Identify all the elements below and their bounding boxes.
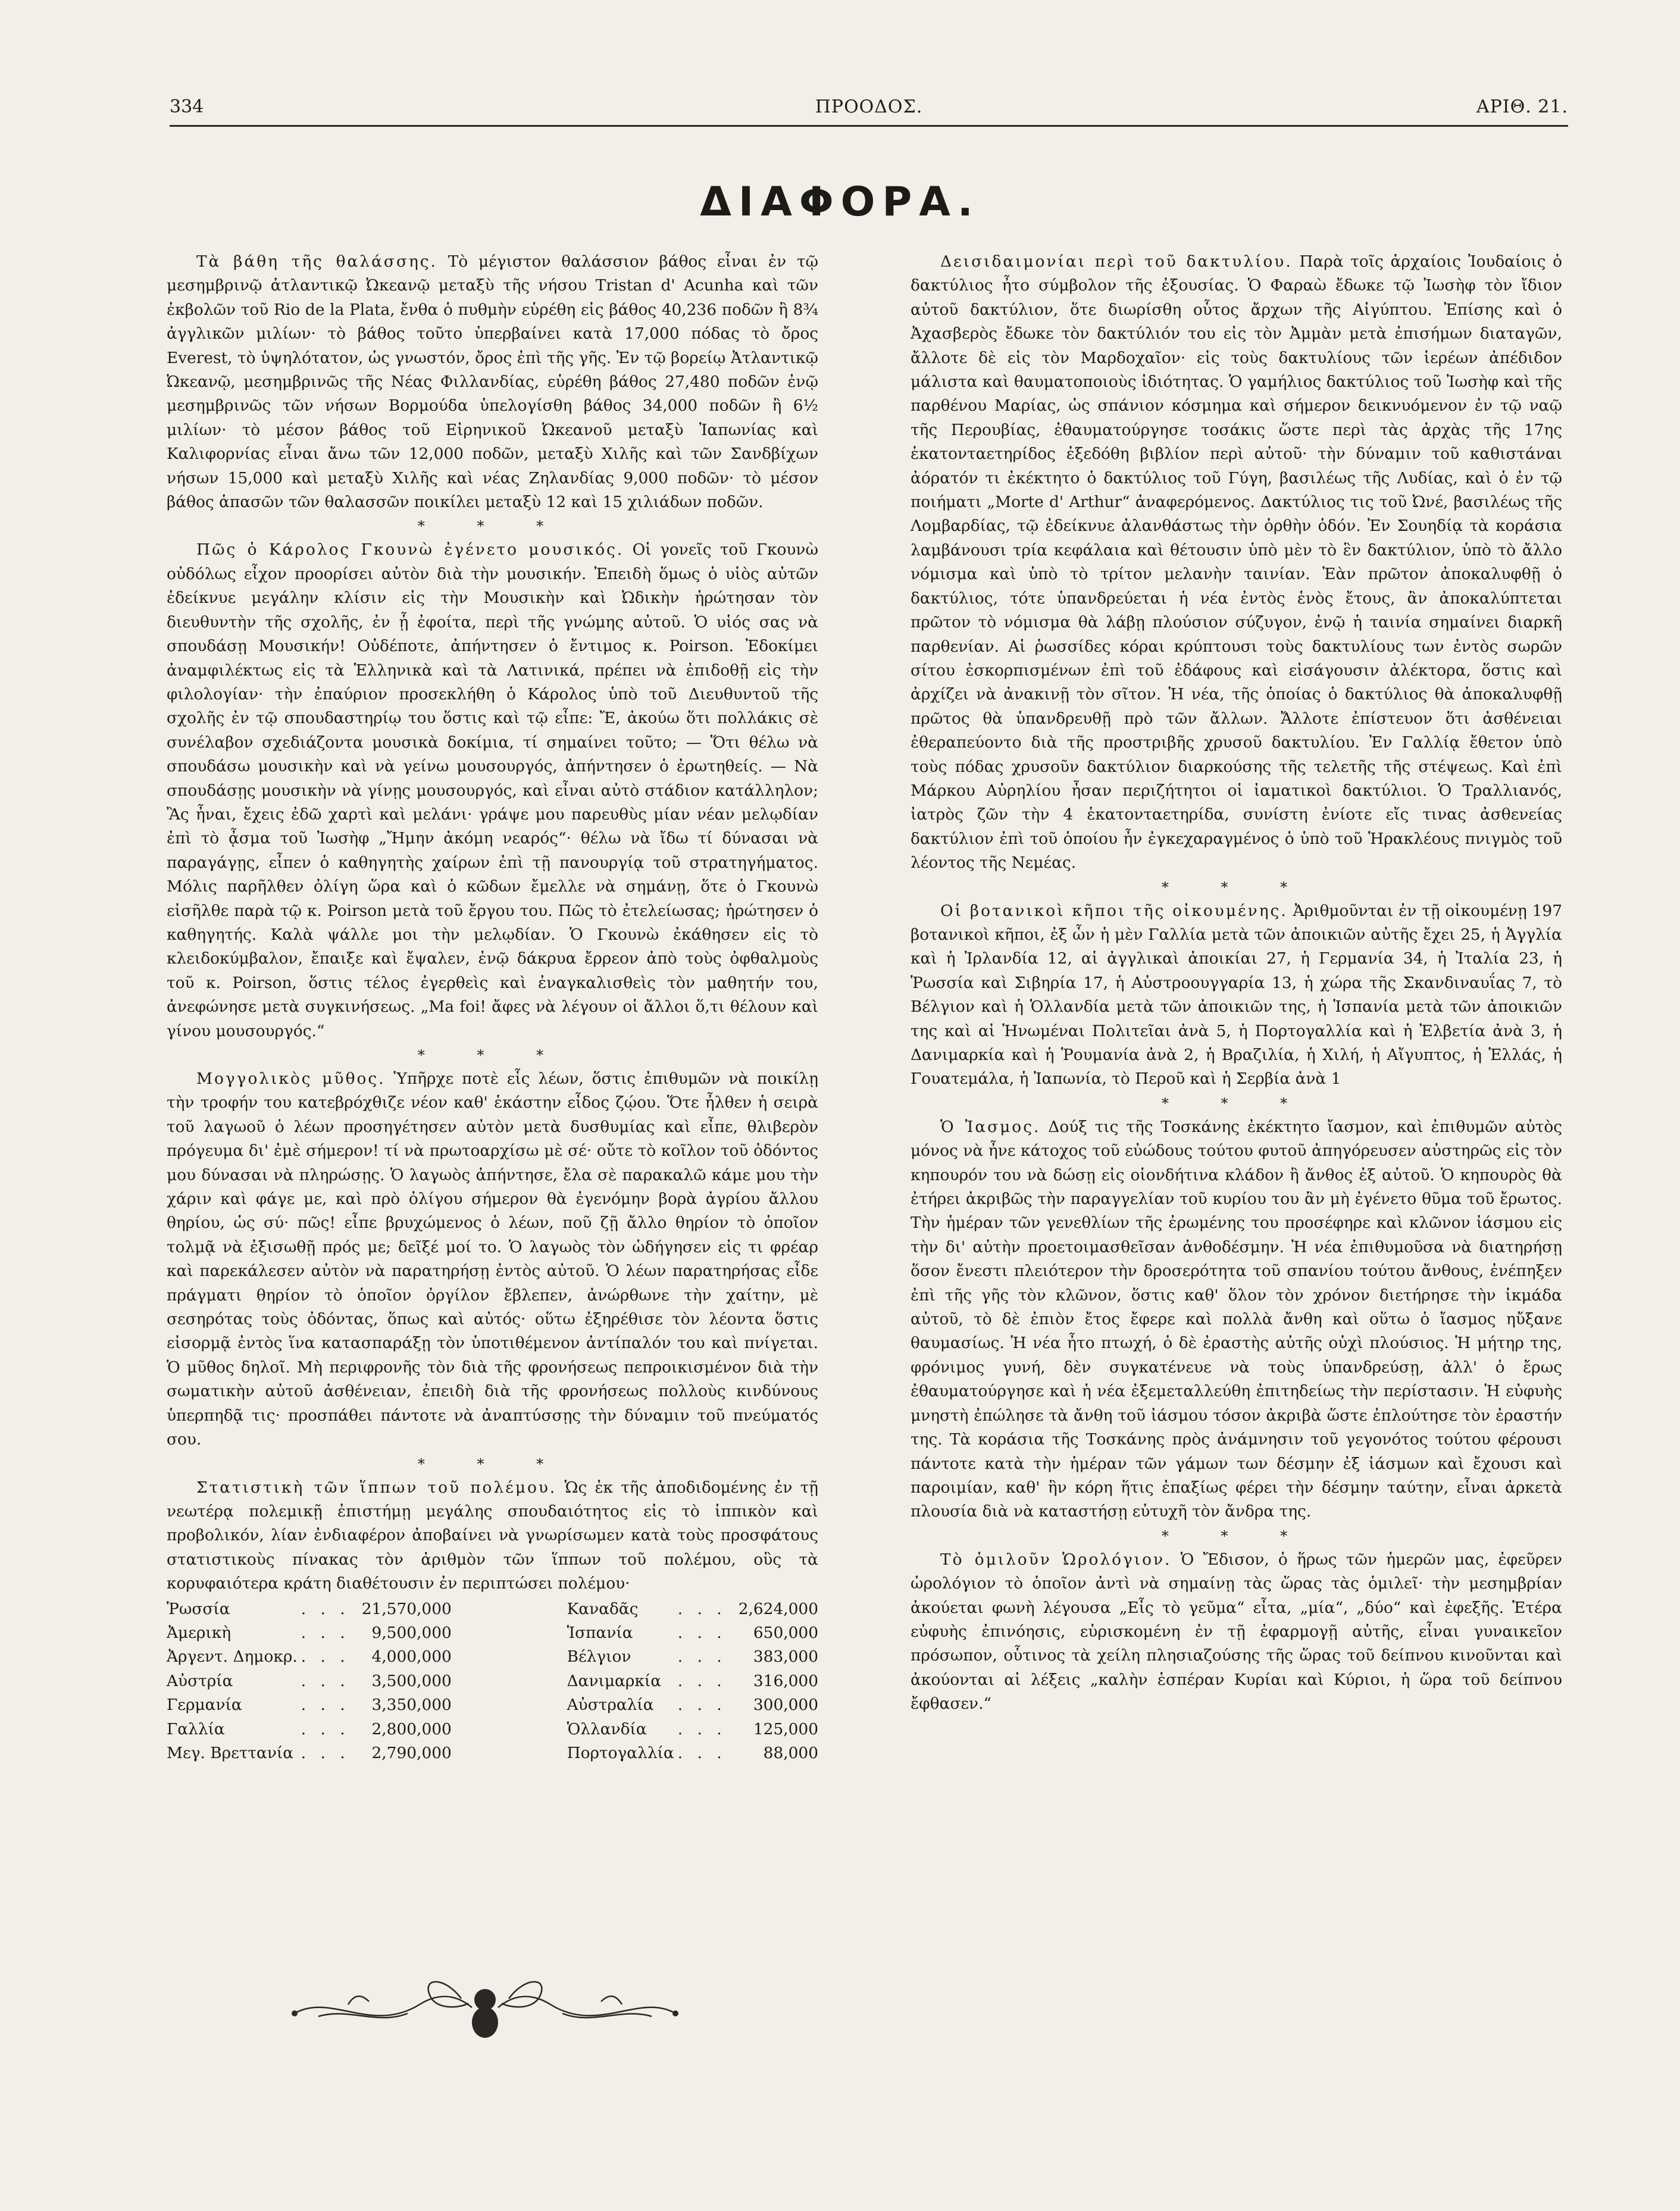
article-jasmine (911, 1115, 1562, 1524)
horse-count: 9,500,000 (371, 1623, 452, 1642)
article-heading: Πῶς ὁ Κάρολος Γκουνὼ ἐγένετο μουσικός. (196, 540, 624, 559)
left-column (167, 250, 818, 1765)
section-title: ΔΙΑΦΟΡΑ. (700, 179, 980, 226)
separator: * * * (417, 1047, 568, 1064)
leader-dots: . . . (677, 1671, 727, 1690)
article-heading: Δεισιδαιμονίαι περὶ τοῦ δακτυλίου. (940, 252, 1293, 271)
article-body: Οἱ γονεῖς τοῦ Γκουνὼ οὐδόλως εἶχον προορίσει αὐτὸν διὰ τὴν μουσικήν. Ἐπειδὴ ὅμως ὁ υἱὸς αὐτῶν ἐδείκνυε μεγάλην κλίσιν εἰς τὴν Μουσικὴν καὶ Ὠδικὴν ἠρώτησαν τὸν διευθυντὴν τῆς σχολῆς, ἐν ᾗ ἐφοίτα, περὶ τῆς γνώμης αὐτοῦ. Ὁ υἱός σας νὰ σπουδάσῃ Μουσικήν! Οὐδέποτε, ἀπήντησεν ὁ ἔντιμος κ. Poirson. Ἐδοκίμει ἀναμφιλέκτως εἰς τὰ Ἑλληνικὰ καὶ τὰ Λατινικά, πρέπει νὰ ἐπιδοθῇ εἰς τὴν φιλολογίαν· τὴν ἐπαύριον προσεκλήθη ὁ Κάρολος ὑπὸ τοῦ Διευθυντοῦ τῆς σχολῆς ἐν τῷ σπουδαστηρίῳ του ὅστις καὶ τῷ εἶπε: Ἔ, ἀκούω ὅτι πολλάκις σὲ συνέλαβον σχεδιάζοντα μουσικὰ δοκίμια, τί σημαίνει τοῦτο; — Ὅτι θέλω νὰ σπουδάσω μουσικὴν καὶ νὰ γείνω μουσουργός, ἀπήντησεν ὁ ἐρωτηθείς. — Νὰ σπουδάσῃς μουσικὴν νὰ γίνῃς μουσουργός, καὶ εἶναι αὐτὸ στάδιον κατάλληλον; Ἂς ἦναι, ἔχεις ἐδῶ χαρτὶ καὶ μελάνι· γράψε μου παρευθὺς μίαν νέαν μελῳδίαν ἐπὶ τὸ ᾆσμα τοῦ Ἰωσὴφ „Ἤμην ἀκόμη νεαρός“· θέλω νὰ ἴδω τί δύνασαι νὰ παραγάγῃς, εἶπεν ὁ καθηγητὴς χαίρων ἐπὶ τῇ πανουργίᾳ τοῦ στρατηγήματος. Μόλις παρῆλθεν ὀλίγη ὥρα καὶ ὁ κῶδων ἔμελλε νὰ σημάνῃ, ὅτε ὁ Γκουνὼ εἰσῆλθε παρὰ τῷ κ. Poirson μετὰ τοῦ ἔργου του. Πῶς τὸ ἐτελείωσας; ἠρώτησεν ὁ καθηγητής. Καλὰ ψάλλε μοι τὴν μελῳδίαν. Ὁ Γκουνὼ ἐκάθησεν εἰς τὸ κλειδοκύμβαλον, ἔπαιξε καὶ ἔψαλεν, ἐνῷ δάκρυα ἔρρεον ἀπὸ τοὺς ὀφθαλμοὺς τοῦ κ. Poirson, ὅστις τέλος ἐγερθεὶς καὶ ἐναγκαλισθεὶς τὸν μαθητήν του, ἀνεφώνησε μετὰ συγκινήσεως. „Ma foi! ἄφες νὰ λέγουν οἱ ἄλλοι ὅ,τι θέλουν καὶ γίνου μουσουργός.“ (167, 540, 818, 1040)
horse-count: 650,000 (753, 1623, 818, 1642)
horse-table-left (167, 1597, 452, 1766)
horse-count: 125,000 (753, 1719, 818, 1738)
article-gardens (911, 899, 1562, 1092)
country-name: Βέλγιον (567, 1647, 631, 1666)
right-column (911, 250, 1562, 1716)
article-heading: Στατιστικὴ τῶν ἵππων τοῦ πολέμου. (196, 1478, 557, 1497)
article-body: Ὡς ἐκ τῆς ἀποδιδομένης ἐν τῇ νεωτέρᾳ πολεμικῇ ἐπιστήμῃ μεγάλης σπουδαιότητος εἰς τὸ ἱππικὸν καὶ προβολικόν, λίαν ἐνδιαφέρον ἀποβαίνει νὰ γνωρίσωμεν κατὰ τοὺς προσφάτους στατιστικοὺς πίνακας τὸν ἀριθμὸν τῶν ἵππων τοῦ πολέμου, οὓς τὰ κορυφαιότερα κράτη διαθέτουσιν ἐν περιπτώσει πολέμου· (167, 1478, 818, 1593)
article-heading: Τὸ ὁμιλοῦν Ὡρολόγιον. (940, 1550, 1172, 1569)
leader-dots: . . . (677, 1719, 727, 1738)
country-name: Ῥωσσία (167, 1599, 230, 1618)
leader-dots: . . . (677, 1743, 727, 1762)
article-body: Ὁ Ἔδισον, ὁ ἥρως τῶν ἡμερῶν μας, ἐφεῦρεν ὡρολόγιον τὸ ὁποῖον ἀντὶ νὰ σημαίνῃ τὰς ὥρας τὰς ὁμιλεῖ· τὴν μεσημβρίαν ἀκούεται φωνὴ λέγουσα „Εἶς τὸ γεῦμα“ εἶτα, „μία“, „δύο“ καὶ ἐφεξῆς. Ἑτέρα εὐφυὴς ἐπινόησις, εὑρισκομένη ἐν τῇ ἐφαρμογῇ αὐτῆς, εἶναι γυναικεῖον πρόσωπον, οὗτινος τὰ χείλη πλησιαζούσης τῆς ὥρας τοῦ δείπνου κινοῦνται καὶ ἀκούονται αἱ λέξεις „καλὴν ἑσπέραν Κυρίαι καὶ Κύριοι, ἡ ὥρα τοῦ δείπνου ἔφθασεν.“ (911, 1550, 1562, 1713)
horse-row (167, 1669, 452, 1693)
article-heading: Οἱ βοτανικοὶ κῆποι τῆς οἰκουμένης. (940, 901, 1288, 920)
country-name: Δανιμαρκία (567, 1671, 662, 1690)
leader-dots: . . . (301, 1599, 350, 1618)
leader-dots: . . . (677, 1696, 727, 1715)
horse-count: 21,570,000 (361, 1599, 452, 1618)
horse-row (167, 1741, 452, 1765)
horse-count: 3,500,000 (371, 1671, 452, 1690)
separator: * * * (1161, 1094, 1312, 1112)
article-body: Ὑπῆρχε ποτὲ εἷς λέων, ὅστις ἐπιθυμῶν νὰ ποικίλῃ τὴν τροφήν του κατεβρόχθιζε νέον καθ' ἑκάστην εἶδος ζῴου. Ὅτε ἦλθεν ἡ σειρὰ τοῦ λαγωοῦ ὁ λέων προσηγέτησεν αὐτὸν μετὰ δυσθυμίας καὶ εἶπε, θλιβερὸν πρόγευμα δι' ἐμὲ σήμερον! τί νὰ πρωτοαρχίσω μὲ σέ· οὔτε τὸ κοῖλον τοῦ ὀδόντος μου δύνασαι νὰ πληρώσῃς. Ὁ λαγωὸς ἀπήντησε, ἔλα σὲ παρακαλῶ κάμε μου τὴν χάριν καὶ φάγε με, καὶ πρὸ ὀλίγου σήμερον θὰ ἐγενόμην βορὰ ἀγρίου ἄλλου θηρίου, ὡς σύ· πῶς! εἶπε βρυχώμενος ὁ λέων, ποῦ ζῇ ἄλλο θηρίον τὸ ὁποῖον τολμᾷ νὰ ἐξισωθῇ πρός με; δεῖξέ μοί το. Ὁ λαγωὸς τὸν ὡδήγησεν εἰς τι φρέαρ καὶ παρεκάλεσεν αὐτὸν νὰ παρατηρήσῃ ἐντὸς αὐτοῦ. Ὁ λέων παρατηρήσας εἶδε πράγματι θηρίον τὸ ὁποῖον ὀργίλον ἔβλεπεν, ἀνώρθωνε τὴν χαίτην, μὲ σεσηρότας τοὺς ὀδόντας, ὅπως καὶ αὐτός· οὕτω ἐξηρέθισε τὸν λέοντα ὅστις εἰσορμᾷ ἐντὸς ἵνα κατασπαράξῃ τὸν ὑποτιθέμενον ἀντίπαλόν του καὶ πνίγεται. Ὁ μῦθος δηλοῖ. Μὴ περιφρονῆς τὸν διὰ τῆς φρονήσεως πεπροικισμένον διὰ τὴν σωματικὴν αὐτοῦ ἀσθένειαν, ἐπειδὴ διὰ τῆς φρονήσεως πολλοὺς κινδύνους ὑπερπηδᾷ τις· προσπάθει πάντοτε νὰ ἀναπτύσσῃς τὴν δύναμιν τοῦ πνεύματός σου. (167, 1069, 818, 1449)
article-myth (167, 1067, 818, 1452)
country-name: Ἀμερικὴ (167, 1623, 231, 1642)
separator: * * * (417, 518, 568, 535)
horse-row (567, 1669, 818, 1693)
country-name: Ἀργεντ. Δημοκρ. (167, 1647, 298, 1666)
separator: * * * (1161, 878, 1312, 896)
article-clock (911, 1548, 1562, 1716)
article-heading: Ὁ Ἰασμος. (940, 1117, 1041, 1136)
leader-dots: . . . (301, 1743, 350, 1762)
country-name: Μεγ. Βρεττανία (167, 1743, 294, 1762)
country-name: Γερμανία (167, 1696, 242, 1715)
horse-row (167, 1597, 452, 1621)
horse-row (167, 1621, 452, 1645)
horse-row (567, 1693, 818, 1717)
country-name: Πορτογαλλία (567, 1743, 674, 1762)
article-depths (167, 250, 818, 514)
leader-dots: . . . (677, 1647, 727, 1666)
leader-dots: . . . (301, 1623, 350, 1642)
country-name: Γαλλία (167, 1719, 225, 1738)
article-body: Τὸ μέγιστον θαλάσσιον βάθος εἶναι ἐν τῷ μεσημβρινῷ ἀτλαντικῷ Ὠκεανῷ μεταξὺ τῆς νήσου Tristan d' Acunha καὶ τῶν ἐκβολῶν τοῦ Rio de la Plata, ἔνθα ὁ πυθμὴν εὑρέθη εἰς βάθος 40,236 ποδῶν ἢ 8¾ ἀγγλικῶν μιλίων· τὸ βάθος τοῦτο ὑπερβαίνει κατὰ 17,000 πόδας τὸ ὄρος Everest, τὸ ὑψηλότατον, ὡς γνωστόν, ὄρος ἐπὶ τῆς γῆς. Ἐν τῷ βορείῳ Ἀτλαντικῷ Ὠκεανῷ, μεσημβρινῶς τῆς Νέας Φιλλανδίας, εὑρέθη βάθος 27,480 ποδῶν ἐνῷ μεσημβρινῶς τῶν νήσων Βορμούδα ὑπελογίσθη βάθος 34,000 ποδῶν ἢ 6½ μιλίων· τὸ μέσον βάθος τοῦ Εἰρηνικοῦ Ὠκεανοῦ μεταξὺ Ἰαπωνίας καὶ Καλιφορνίας εἶναι ἄνω τῶν 12,000 ποδῶν, μεταξὺ Χιλῆς καὶ τῶν Σανδβίχων νήσων 15,000 καὶ μεταξὺ Χιλῆς καὶ νέας Ζηλανδίας 9,000 ποδῶν· τὸ μέσον βάθος ἁπασῶν τῶν θαλασσῶν ποικίλει μεταξὺ 12 καὶ 15 χιλιάδων ποδῶν. (167, 252, 819, 512)
horse-row (567, 1741, 818, 1765)
cherub-ornament-icon (283, 1957, 687, 2046)
country-name: Ὁλλανδία (567, 1719, 647, 1738)
horse-row (567, 1718, 818, 1741)
horse-statistics (167, 1597, 818, 1766)
country-name: Αὐστρία (167, 1671, 233, 1690)
horse-count: 4,000,000 (371, 1647, 452, 1666)
leader-dots: . . . (301, 1671, 350, 1690)
horse-count: 316,000 (753, 1671, 818, 1690)
article-horses (167, 1476, 818, 1596)
horse-row (167, 1693, 452, 1717)
horse-row (567, 1621, 818, 1645)
journal-title: ΠΡΟΟΔΟΣ. (815, 96, 923, 117)
separator: * * * (417, 1455, 568, 1472)
header-rule (170, 125, 1568, 127)
horse-count: 383,000 (753, 1647, 818, 1666)
country-name: Ἱσπανία (567, 1623, 633, 1642)
article-body: Παρὰ τοῖς ἀρχαίοις Ἰουδαίοις ὁ δακτύλιος ἦτο σύμβολον τῆς ἐξουσίας. Ὁ Φαραὼ ἔδωκε τῷ Ἰωσὴφ τὸν ἴδιον αὐτοῦ δακτύλιον, ὅτε διωρίσθη οὗτος ἄρχων τῆς Αἰγύπτου. Ἐπίσης καὶ ὁ Ἀχασβερὸς ἔδωκε τὸν δακτύλιόν του εἰς τὸν Ἀμμὰν μετὰ ἐπισήμων διαταγῶν, ἄλλοτε δὲ εἰς τὸν Μαρδοχαῖον· εἰς τοὺς δακτυλίους τῶν ἱερέων ἀπέδιδον μάλιστα καὶ θαυματοποιοὺς ἰδιότητας. Ὁ γαμήλιος δακτύλιος τοῦ Ἰωσὴφ καὶ τῆς παρθένου Μαρίας, ὡς σπάνιον κόσμημα καὶ σήμερον δεικνυόμενον ἐν τῷ ναῷ τῆς Περουβίας, ἐθαυματούργησε τοσάκις ὥστε περὶ τὰς ἀρχὰς τῆς 17ης ἑκατονταετηρίδος ἐξεδόθη βιβλίον περὶ αὐτοῦ· τὴν δύναμιν τοῦ καθιστάναι ἀόρατόν τι ἐκέκτητο ὁ δακτύλιος τοῦ Γύγη, βασιλέως τῆς Λυδίας, καὶ ὁ ἐν τῷ ποιήματι „Morte d' Arthur“ ἀναφερόμενος. Δακτύλιος τις τοῦ Ὠνέ, βασιλέως τῆς Λομβαρδίας, τῷ ἐδείκνυε ἀλανθάστως τὴν ὀρθὴν ὁδόν. Ἐν Σουηδίᾳ τὰ κοράσια λαμβάνουσι τρία κεφάλαια καὶ θέτουσιν ὑπὸ μὲν τὸ ἓν δακτύλιον, ὑπὸ τὸ ἄλλο νόμισμα καὶ ὑπὸ τὸ τρίτον μελανὴν ταινίαν. Ἐὰν πρῶτον ἀποκαλυφθῇ ὁ δακτύλιος, τότε ὑπανδρεύεται ἡ νέα ἐντὸς ἑνὸς ἔτους, ἂν ἀποκαλύπτεται πρῶτον τὸ νόμισμα θὰ λάβῃ πλούσιον σύζυγον, ἐνῷ ἡ ταινία σημαίνει διαρκῆ παρθενίαν. Αἱ ῥωσσίδες κόραι κρύπτουσι τοὺς δακτυλίους των ἐντὸς σωρῶν σίτου ἐσκορπισμένων ἐπὶ τοῦ ἐδάφους καὶ εἰσάγουσιν ἀλέκτορα, ὅστις καὶ ἀρχίζει νὰ ἀνακινῇ τὸν σῖτον. Ἡ νέα, τῆς ὁποίας ὁ δακτύλιος θὰ ἀποκαλυφθῇ πρῶτος θὰ ὑπανδρευθῇ πρὸ τῶν ἄλλων. Ἄλλοτε ἐπίστευον ὅτι ἀσθένειαι ἐθεραπεύοντο διὰ τῆς προστριβῆς χρυσοῦ δακτυλίου. Ἐν Γαλλίᾳ ἔθετον ὑπὸ τοὺς πόδας χρυσοῦν δακτύλιον διαρκούσης τῆς τελετῆς τῆς στέψεως. Καὶ ἐπὶ Μάρκου Αὐρηλίου ἦσαν περιζήτητοι οἱ ἰαματικοὶ δακτύλιοι. Ὁ Τραλλιανός, ἰατρὸς ζῶν τὴν 4 ἑκατονταετηρίδα, συνίστη ἐνίοτε εἴς τινας ἀσθενείας δακτύλιον ἐπὶ τοῦ ὁποίου ἦν ἐγκεχαραγμένος ὁ ὑπὸ τοῦ Ἡρακλέους πνιγμὸς τοῦ λέοντος τῆς Νεμέας. (911, 252, 1563, 872)
horse-row (567, 1645, 818, 1669)
article-gounod (167, 538, 818, 1043)
country-name: Καναδᾶς (567, 1599, 639, 1618)
horse-count: 300,000 (753, 1696, 818, 1715)
page-number: 334 (170, 96, 204, 117)
article-heading: Τὰ βάθη τῆς θαλάσσης. (196, 252, 437, 271)
article-body: Ἀριθμοῦνται ἐν τῇ οἰκουμένῃ 197 βοτανικοὶ κῆποι, ἐξ ὧν ἡ μὲν Γαλλία μετὰ τῶν ἀποικιῶν αὐτῆς ἔχει 25, ἡ Ἀγγλία καὶ ἡ Ἰρλανδία 12, αἱ ἀγγλικαὶ ἀποικίαι 27, ἡ Γερμανία 34, ἡ Ἰταλία 23, ἡ Ῥωσσία καὶ Σιβηρία 17, ἡ Αὐστροουγγαρία 13, ἡ χώρα τῆς Σκανδιναυΐας 7, τὸ Βέλγιον καὶ ἡ Ὁλλανδία μετὰ τῶν ἀποικιῶν της, ἡ Ἱσπανία μετὰ τῶν ἀποικιῶν της καὶ αἱ Ἡνωμέναι Πολιτεῖαι ἀνὰ 5, ἡ Πορτογαλλία καὶ ἡ Ἑλβετία ἀνὰ 3, ἡ Δανιμαρκία καὶ ἡ Ῥουμανία ἀνὰ 2, ἡ Βραζιλία, ἡ Χιλή, ἡ Αἴγυπτος, ἡ Ἑλλάς, ἡ Γουατεμάλα, ἡ Ἰαπωνία, τὸ Περοῦ καὶ ἡ Σερβία ἀνὰ 1 (911, 901, 1563, 1089)
horse-table-right (567, 1597, 818, 1766)
leader-dots: . . . (301, 1647, 350, 1666)
leader-dots: . . . (677, 1599, 727, 1618)
horse-count: 2,800,000 (371, 1719, 452, 1738)
horse-count: 2,790,000 (371, 1743, 452, 1762)
article-rings (911, 250, 1562, 875)
horse-row (567, 1597, 818, 1621)
leader-dots: . . . (301, 1696, 350, 1715)
separator: * * * (1161, 1527, 1312, 1544)
horse-row (167, 1645, 452, 1669)
leader-dots: . . . (677, 1623, 727, 1642)
horse-count: 88,000 (763, 1743, 818, 1762)
article-heading: Μογγολικὸς μῦθος. (196, 1069, 386, 1088)
horse-count: 2,624,000 (738, 1599, 818, 1618)
horse-row (167, 1718, 452, 1741)
issue-number: ΑΡΙΘ. 21. (1476, 96, 1568, 117)
running-head (170, 89, 1568, 125)
article-body: Δούξ τις τῆς Τοσκάνης ἐκέκτητο ἴασμον, καὶ ἐπιθυμῶν αὐτὸς μόνος νὰ ἦνε κάτοχος τοῦ εὐώδους τούτου φυτοῦ ἀπηγόρευσεν αὐστηρῶς εἰς τὸν κηπουρόν του νὰ δώσῃ εἰς οἱονδήτινα κλάδον ἢ ἄνθος ἐξ αὐτοῦ. Ὁ κηπουρὸς θὰ ἐτήρει ἀκριβῶς τὴν παραγγελίαν τοῦ κυρίου του ἂν μὴ ἐγένετο θῦμα τοῦ ἔρωτος. Τὴν ἡμέραν τῶν γενεθλίων τῆς ἐρωμένης του προσέφηρε καὶ κλῶνον ἰάσμου εἰς τὴν δι' αὐτὴν προετοιμασθεῖσαν ἀνθοδέσμην. Ἡ νέα ἐπιθυμοῦσα νὰ διατηρήσῃ ὅσον ἔνεστι πλειότερον τὴν δροσερότητα τοῦ σπανίου τούτου ἄνθους, ἐνέπηξεν ἐπὶ τῆς γῆς τὸν κλῶνον, ὅστις καθ' ὅλον τὸν χρόνον διετήρησε τὴν ἰκμάδα αὐτοῦ, τὸ δὲ ἐπιὸν ἔτος ἔφερε καὶ πολλὰ ἄνθη καὶ οὕτω ὁ ἴασμος ηὔξανε θαυμασίως. Ἡ νέα ἦτο πτωχή, ὁ δὲ ἐραστὴς αὐτῆς οὐχὶ πλούσιος. Ἡ μήτηρ της, φρόνιμος γυνή, δὲν συγκατένευε νὰ τοὺς ὑπανδρεύσῃ, ἀλλ' ὁ ἔρως ἐθαυματούργησε καὶ ἡ νέα ἐξεμεταλλεύθη ἐπιτηδείως τὴν περίστασιν. Ἡ εὐφυὴς μνηστὴ ἐπώλησε τὰ ἄνθη τοῦ ἰάσμου τόσον ἀκριβὰ ὥστε ἐπλούτησε τὸν ἐραστήν της. Τὰ κοράσια τῆς Τοσκάνης πρὸς ἀνάμνησιν τοῦ γεγονότος τούτου φέρουσι πάντοτε κατὰ τὴν ἡμέραν τῶν γάμων των δέσμην ἐξ ἰάσμων καὶ ἔχουσι καὶ παροιμίαν, καθ' ἣν κόρη ἥτις ἐπαξίως φέρει τὴν δέσμην ταύτην, εἶναι ἀρκετὰ πλουσία διὰ νὰ καταστήσῃ εὐτυχῆ τὸν ἄνδρα της. (911, 1117, 1563, 1521)
horse-count: 3,350,000 (371, 1696, 452, 1715)
country-name: Αὐστραλία (567, 1696, 654, 1715)
leader-dots: . . . (301, 1719, 350, 1738)
